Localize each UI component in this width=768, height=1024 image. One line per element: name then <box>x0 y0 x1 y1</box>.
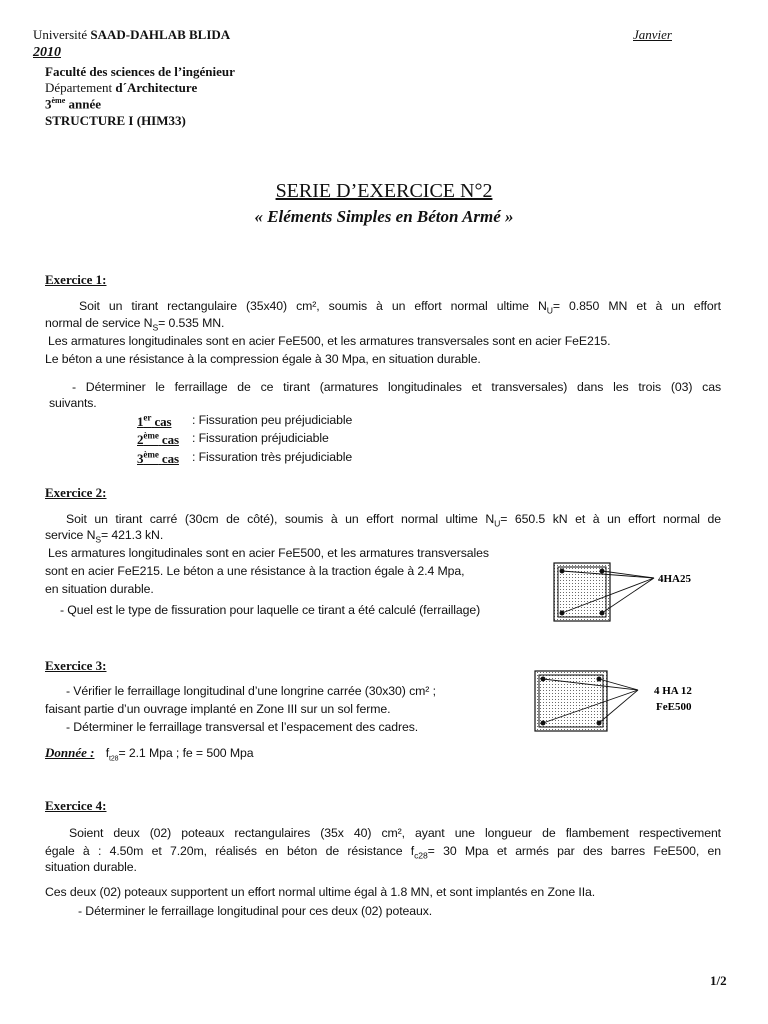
exercise-2-situation: en situation durable. <box>45 582 154 596</box>
page-subtitle: « Eléments Simples en Béton Armé » <box>254 207 514 226</box>
exercise-1-statement-cont: normal de service $N_S= 0.535$ MN. <box>45 316 225 333</box>
exercise-1-question: - Déterminer le ferraillage de ce tirant (armatures longitudinales et transversales) dans les trois (03) cas <box>72 380 721 394</box>
university-line: Université SAAD-DAHLAB BLIDA <box>33 27 231 42</box>
page-number: 1/2 <box>710 973 727 988</box>
exercise-3-line-3: - Déterminer le ferraillage transversal et l’espacement des cadres. <box>66 720 419 734</box>
exercise-4-situation: situation durable. <box>45 860 137 874</box>
exercise-3-title: Exercice 3: <box>45 658 107 673</box>
case-item: 3ème cas <box>137 450 179 467</box>
case-item: 2ème cas <box>137 431 179 448</box>
rebar-label: 4HA25 <box>658 573 691 585</box>
exercise-1-steel: Les armatures longitudinales sont en acier FeE500, et les armatures transversales sont en acier FeE215. <box>48 334 611 348</box>
university-name: SAAD-DAHLAB BLIDA <box>90 27 231 42</box>
exercise-3-line-2: faisant partie d’un ouvrage implanté en Zone III sur un sol ferme. <box>45 702 391 716</box>
exercise-3-data: Donnée : $f_{t28}= 2.1$ Mpa ; fe = 500 Mpa <box>45 745 254 763</box>
exercise-2-steel: Les armatures longitudinales sont en acier FeE500, et les armatures transversales <box>48 546 489 560</box>
exercise-4-title: Exercice 4: <box>45 798 107 813</box>
case-desc: : Fissuration peu préjudiciable <box>192 413 353 427</box>
case-desc: : Fissuration préjudiciable <box>192 431 329 445</box>
exercise-2-statement: Soit un tirant carré (30cm de côté), soumis à un effort normal ultime $N_U= 650.5$ kN et à un effort normal de <box>66 512 721 529</box>
faculty: Faculté des sciences de l’ingénieur <box>45 64 235 79</box>
department: Département d´Architecture <box>45 80 198 95</box>
exercise-4-statement-cont: égale à : 4.50m et 7.20m, réalisés en béton de résistance $f_{c28}= 30$ Mpa et armés par des barres FeE500, en <box>45 844 721 861</box>
exercise-2-concrete: sont en acier FeE215. Le béton a une résistance à la traction égale à 2.4 Mpa, <box>45 564 465 578</box>
course-name: STRUCTURE I (HIM33) <box>45 113 186 128</box>
exercise-2-title: Exercice 2: <box>45 485 107 500</box>
exercise-4-statement: Soient deux (02) poteaux rectangulaires (35x 40) cm², ayant une longueur de flambement respectivement <box>69 826 721 840</box>
header-year: 2010 <box>33 45 61 60</box>
year-level: 3ème année <box>45 96 102 112</box>
section-diagram-4ha12 <box>530 668 740 734</box>
exercise-1-question-cont: suivants. <box>49 396 97 410</box>
section-diagram-4ha25 <box>550 558 740 630</box>
exercise-4-question: - Déterminer le ferraillage longitudinal pour ces deux (02) poteaux. <box>78 904 433 918</box>
case-desc: : Fissuration très préjudiciable <box>192 450 353 464</box>
steel-grade-label: FeE500 <box>656 701 692 713</box>
header-month: Janvier <box>633 27 672 42</box>
exercise-1-title: Exercice 1: <box>45 272 107 287</box>
exercise-4-load: Ces deux (02) poteaux supportent un effort normal ultime égal à 1.8 MN, et sont implantés en Zone IIa. <box>45 885 596 899</box>
page-title: SERIE D’EXERCICE N°2 <box>275 180 493 202</box>
exercise-1-concrete: Le béton a une résistance à la compression égale à 30 Mpa, en situation durable. <box>45 352 481 366</box>
rebar-label: 4 HA 12 <box>654 685 692 697</box>
exercise-2-statement-cont: service $N_S= 421.3$ kN. <box>45 528 164 545</box>
exercise-1-statement: Soit un tirant rectangulaire (35x40) cm², soumis à un effort normal ultime $N_U= 0.850$ MN et à un effort <box>79 299 721 316</box>
exercise-2-question: - Quel est le type de fissuration pour laquelle ce tirant a été calculé (ferraillage) <box>60 603 481 617</box>
exercise-3-line-1: - Vérifier le ferraillage longitudinal d’une longrine carrée (30x30) cm² ; <box>66 684 436 698</box>
case-item: 1er cas <box>137 413 172 430</box>
